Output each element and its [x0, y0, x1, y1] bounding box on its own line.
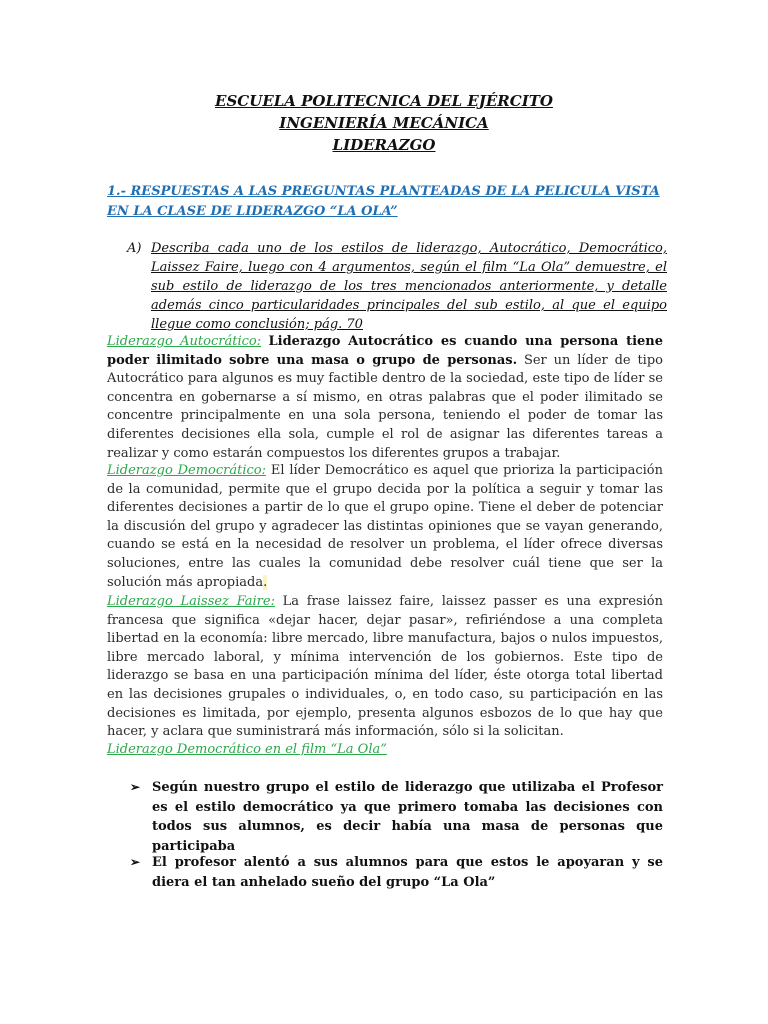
term-autocratico: Liderazgo Autocrático:	[107, 334, 262, 349]
question-label: A)	[127, 241, 142, 256]
question-a	[127, 239, 667, 334]
paragraph-autocratico	[107, 333, 663, 463]
school-name: ESCUELA POLITECNICA DEL EJÉRCITO	[215, 92, 553, 110]
list-item	[130, 853, 663, 892]
term-laissez-faire: Liderazgo Laissez Faire:	[107, 594, 275, 609]
arrow-bullet-icon: ➢	[130, 780, 141, 794]
list-item-text: Según nuestro grupo el estilo de liderazgo que utilizaba el Profesor es el estilo democrático ya que primero tomaba las decisiones con todos sus alumnos, es decir había una masa de personas que participaba	[152, 780, 663, 854]
highlight-mark: .	[263, 574, 268, 590]
paragraph-laissez-faire	[107, 593, 663, 742]
document-header	[0, 90, 768, 156]
program-name: INGENIERÍA MECÁNICA	[279, 114, 489, 132]
autocratico-body: Ser un líder de tipo Autocrático para algunos es muy factible dentro de la sociedad, este tipo de líder se concentra en gobernarse a sí mismo, en otras palabras que el poder ilimitado se concentre principalmente en una sola persona, teniendo el poder de tomar las diferentes decisiones ella sola, cumple el rol de asignar las diferentes tareas a realizar y como estarán compuestos los diferentes grupos a trabajar.	[107, 352, 663, 461]
term-democratico: Liderazgo Democrático:	[107, 463, 266, 478]
section-title: 1.- RESPUESTAS A LAS PREGUNTAS PLANTEADAS DE LA PELICULA VISTA EN LA CLASE DE LIDERAZGO “LA OLA”	[107, 184, 660, 219]
film-section-title: Liderazgo Democrático en el film “La Ola”	[107, 742, 387, 757]
autocratico-definition: Liderazgo Autocrático es cuando una persona tiene poder ilimitado sobre una masa o grupo de personas.	[107, 334, 664, 368]
paragraph-democratico	[107, 462, 663, 592]
list-item-text: El profesor alentó a sus alumnos para que estos le apoyaran y se diera el tan anhelado sueño del grupo “La Ola”	[152, 855, 663, 890]
list-item	[130, 778, 663, 856]
course-name: LIDERAZGO	[332, 136, 436, 154]
laissez-faire-body: La frase laissez faire, laissez passer es una expresión francesa que significa «dejar hacer, dejar pasar», refiriéndose a una completa libertad en la economía: libre mercado, libre manufactura, bajos o nulos impuestos, libre mercado laboral, y mínima intervención de los gobiernos. Este tipo de liderazgo se basa en una participación mínima del líder, éste otorga total libertad en las decisiones grupales o individuales, o, en todo caso, su participación en las decisiones es limitada, por ejemplo, presenta algunos esbozos de lo que hay que hacer, y aclara que suministrará más información, sólo si la solicitan.	[107, 594, 663, 740]
question-text: Describa cada uno de los estilos de liderazgo, Autocrático, Democrático, Laissez Faire, luego con 4 argumentos, según el film “La Ola” demuestre, el sub estilo de liderazgo de los tres mencionados anteriormente, y detalle además cinco particularidades principales del sub estilo, al que el equipo llegue como conclusión; pág. 70	[151, 241, 667, 332]
arrow-bullet-icon: ➢	[130, 855, 141, 869]
democratico-body: El líder Democrático es aquel que prioriza la participación de la comunidad, permite que el grupo decida por la política a seguir y tomar las diferentes decisiones a partir de lo que el grupo opine. Tiene el deber de potenciar la discusión del grupo y agradecer las distintas opiniones que se vayan generando, cuando se está en la necesidad de resolver un problema, el líder ofrece diversas soluciones, entre las cuales la comunidad debe resolver cuál tiene que ser la solución más apropiada	[107, 463, 663, 590]
